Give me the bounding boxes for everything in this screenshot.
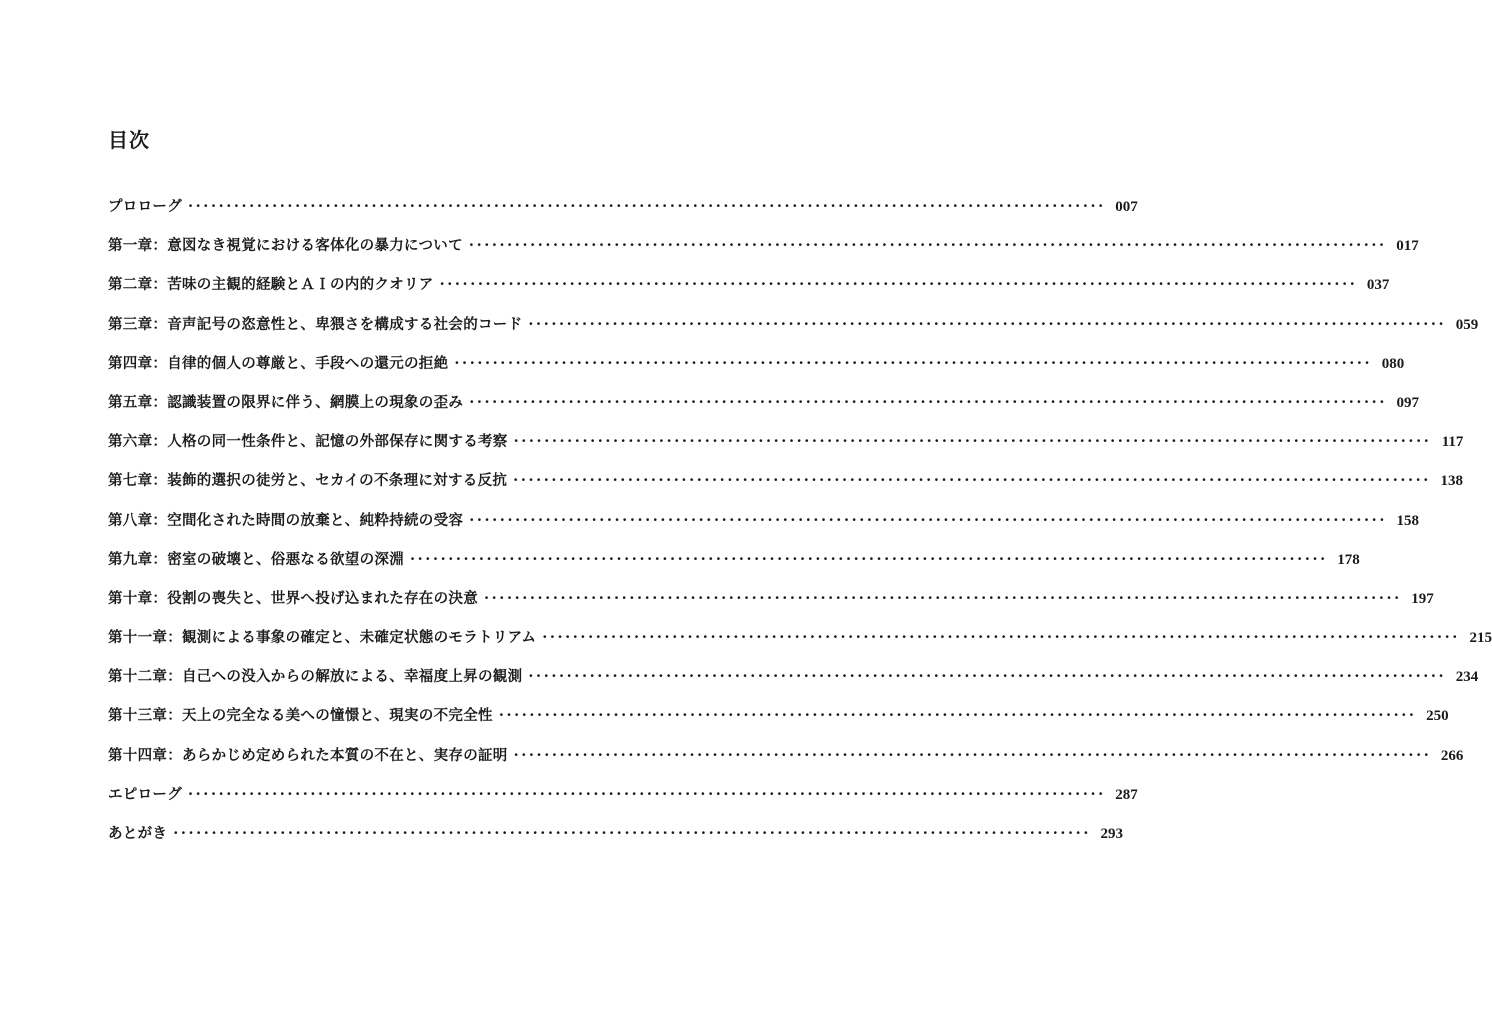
toc-entry[interactable] — [108, 822, 1123, 861]
toc-entry[interactable] — [108, 469, 1463, 508]
toc-entry-label: 第一章：意図なき視覚における客体化の暴力について — [108, 237, 463, 255]
dot-leader: ························································································································ — [528, 315, 1447, 333]
dot-leader: ························································································································ — [469, 393, 1387, 411]
toc-entry-label: 第四章：自律的個人の尊厳と、手段への還元の拒絶 — [108, 354, 449, 372]
toc-entry-page: 250 — [1426, 708, 1449, 725]
toc-entry-page: 007 — [1115, 199, 1138, 215]
toc-entry-page: 234 — [1455, 669, 1479, 686]
toc-entry[interactable] — [108, 744, 1464, 783]
toc-entry-page: 138 — [1440, 473, 1463, 490]
page-title: 目次 — [108, 128, 150, 152]
dot-leader: ························································································································ — [542, 629, 1460, 647]
toc-entry-page: 117 — [1441, 434, 1464, 451]
dot-leader: ························································································································ — [484, 589, 1402, 607]
toc-entry[interactable] — [108, 704, 1449, 743]
toc-entry-label: あとがき — [108, 825, 168, 842]
toc-entry-label: 第十三章：天上の完全なる美への憧憬と、現実の不完全性 — [108, 707, 493, 725]
toc-entry-page: 017 — [1396, 238, 1419, 255]
toc-entry-label: 第七章：装飾的選択の徒労と、セカイの不条理に対する反抗 — [108, 472, 508, 490]
toc-entry-label: 第十二章：自己への没入からの解放による、幸福度上昇の観測 — [108, 668, 523, 686]
toc-entry[interactable] — [108, 587, 1434, 626]
dot-leader: ························································································································ — [188, 785, 1106, 803]
dot-leader: ························································································································ — [188, 198, 1106, 215]
toc-entry[interactable] — [108, 391, 1419, 430]
toc-entry-page: 293 — [1100, 826, 1123, 842]
toc-entry[interactable] — [108, 626, 1492, 665]
toc-entry[interactable] — [108, 430, 1464, 469]
toc-entry-page: 080 — [1381, 355, 1405, 372]
dot-leader: ························································································································ — [469, 511, 1387, 529]
toc-entry[interactable] — [108, 509, 1419, 548]
toc-entry-label: 第二章：苦味の主観的経験とＡＩの内的クオリア — [108, 276, 434, 294]
dot-leader: ························································································································ — [173, 825, 1091, 842]
toc-entry-label: 第十一章：観測による事象の確定と、未確定状態のモラトリアム — [108, 629, 537, 647]
dot-leader: ························································································································ — [468, 237, 1387, 255]
toc-entry-page: 158 — [1396, 512, 1419, 529]
toc-entry-page: 197 — [1411, 590, 1434, 607]
toc-entry-label: 第十四章：あらかじめ定められた本質の不在と、実存の証明 — [108, 746, 508, 764]
toc-entry-label: プロローグ — [108, 198, 182, 215]
toc-entry[interactable] — [108, 313, 1479, 352]
toc-entry[interactable] — [108, 234, 1419, 273]
toc-entry-page: 037 — [1366, 277, 1390, 294]
dot-leader: ························································································································ — [513, 746, 1432, 764]
dot-leader: ························································································································ — [513, 472, 1431, 490]
toc-entry[interactable] — [108, 195, 1138, 234]
dot-leader: ························································································································ — [528, 668, 1447, 686]
toc-entry-label: 第三章：音声記号の恣意性と、卑猥さを構成する社会的コード — [108, 315, 523, 333]
toc-entry-page: 097 — [1396, 394, 1419, 411]
toc-entry-page: 287 — [1115, 786, 1138, 803]
toc-entry[interactable] — [108, 548, 1360, 587]
toc-entry-label: 第九章：密室の破壊と、俗悪なる欲望の深淵 — [108, 550, 404, 568]
toc-entry-page: 059 — [1455, 316, 1479, 333]
toc-entry-page: 178 — [1337, 551, 1360, 568]
toc-entry-label: 第十章：役割の喪失と、世界へ投げ込まれた存在の決意 — [108, 589, 478, 607]
table-of-contents — [108, 195, 1492, 861]
dot-leader: ························································································································ — [513, 433, 1432, 451]
toc-entry-label: 第五章：認識装置の限界に伴う、網膜上の現象の歪み — [108, 393, 464, 411]
dot-leader: ························································································································ — [439, 276, 1358, 294]
dot-leader: ························································································································ — [454, 354, 1373, 372]
toc-entry-page: 266 — [1440, 747, 1464, 764]
toc-entry[interactable] — [108, 783, 1138, 822]
toc-entry[interactable] — [108, 352, 1405, 391]
dot-leader: ························································································································ — [410, 550, 1328, 568]
dot-leader: ························································································································ — [498, 707, 1417, 725]
toc-entry-label: エピローグ — [108, 785, 182, 803]
toc-entry-label: 第八章：空間化された時間の放棄と、純粋持続の受容 — [108, 511, 464, 529]
toc-entry-page: 215 — [1469, 630, 1492, 647]
toc-entry[interactable] — [108, 665, 1479, 704]
toc-entry[interactable] — [108, 273, 1390, 312]
toc-entry-label: 第六章：人格の同一性条件と、記憶の外部保存に関する考察 — [108, 433, 508, 451]
